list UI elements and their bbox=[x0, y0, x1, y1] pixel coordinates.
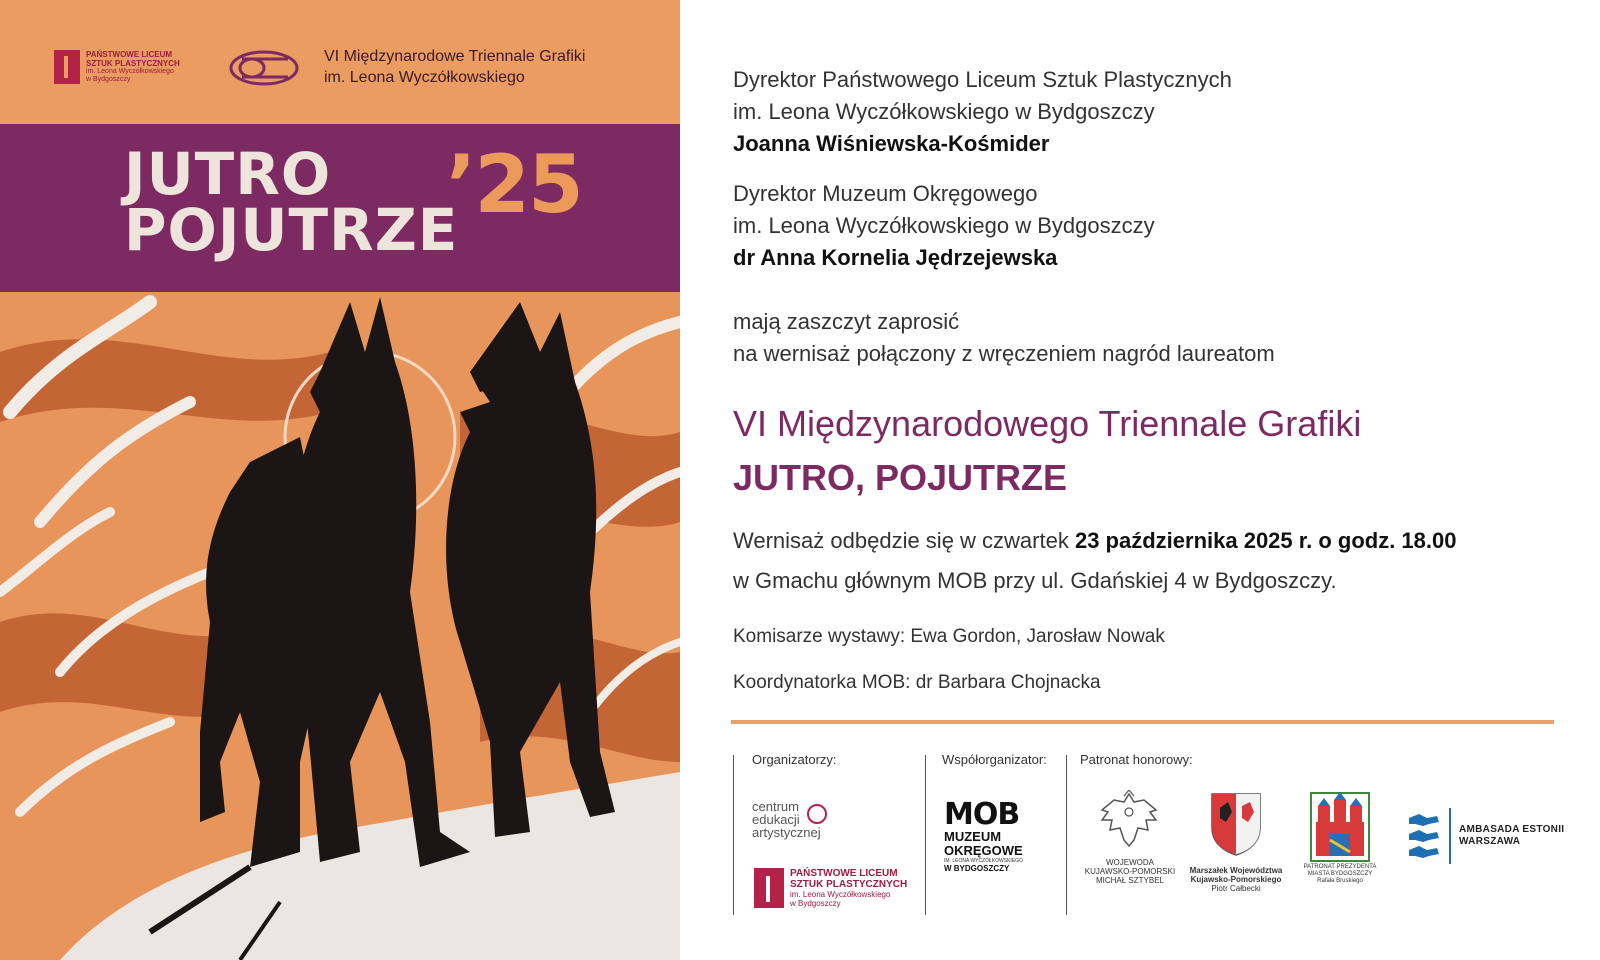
sponsor-divider bbox=[1066, 755, 1067, 915]
director2-line2: im. Leona Wyczółkowskiego w Bydgoszczy bbox=[733, 213, 1155, 238]
opening-when bbox=[733, 528, 1456, 554]
school-logo-line2: SZTUK PLASTYCZNYCH bbox=[86, 59, 180, 68]
estonia-lions-icon bbox=[1407, 812, 1441, 860]
mob-logo-short: MOB bbox=[944, 797, 1020, 832]
invite-line2: na wernisaż połączony z wręczeniem nagród laureatom bbox=[733, 341, 1275, 366]
estonia-divider bbox=[1449, 808, 1451, 864]
coordinator: Koordynatorka MOB: dr Barbara Chojnacka bbox=[733, 672, 1101, 693]
triennale-name: VI Międzynarodowego Triennale Grafiki bbox=[733, 403, 1362, 444]
school-logo-mark bbox=[54, 50, 80, 84]
sponsor-divider bbox=[733, 755, 734, 915]
director2-name: dr Anna Kornelia Jędrzejewska bbox=[733, 245, 1058, 270]
sponsor-divider bbox=[925, 755, 926, 915]
triennale-logo-icon bbox=[228, 48, 304, 88]
school-logo-line1: PAŃSTWOWE LICEUM bbox=[86, 50, 173, 59]
wojewoda-line2: KUJAWSKO-POMORSKI bbox=[1084, 867, 1176, 876]
poster bbox=[0, 0, 680, 960]
organizers-label: Organizatorzy: bbox=[752, 752, 837, 767]
headline-line1: JUTRO bbox=[124, 140, 332, 208]
director2-line1: Dyrektor Muzeum Okręgowego bbox=[733, 181, 1038, 206]
marszalek-line1: Marszałek Województwa bbox=[1189, 866, 1283, 875]
school-logo-mark bbox=[754, 868, 784, 908]
wojewoda-patron bbox=[1080, 858, 1180, 885]
director1-line2: im. Leona Wyczółkowskiego w Bydgoszczy bbox=[733, 99, 1155, 124]
bydgoszcz-crest-icon bbox=[1310, 792, 1370, 862]
three-dogs-artwork-icon bbox=[0, 292, 680, 960]
opening-where: w Gmachu głównym MOB przy ul. Gdańskiej 4 w Bydgoszczy. bbox=[733, 568, 1337, 593]
triennale-title bbox=[324, 46, 585, 88]
marszalek-patron bbox=[1184, 866, 1288, 893]
cea-logo-line2: edukacji bbox=[752, 812, 800, 827]
voivodeship-crest-icon bbox=[1210, 792, 1262, 856]
school-logo-small-line3: im. Leona Wyczółkowskiego bbox=[790, 890, 891, 899]
director1-line1: Dyrektor Państwowego Liceum Sztuk Plastycznych bbox=[733, 67, 1232, 92]
estonia-line1: AMBASADA ESTONII bbox=[1459, 824, 1565, 835]
divider bbox=[731, 720, 1554, 724]
wojewoda-line3: MICHAŁ SZTYBEL bbox=[1095, 876, 1164, 885]
prezydent-line2: MIASTA BYDGOSZCZY bbox=[1307, 871, 1373, 877]
prezydent-line1: PATRONAT PREZYDENTA bbox=[1303, 864, 1377, 870]
estonia-embassy-logo bbox=[1407, 808, 1564, 864]
triennale-title-line2: im. Leona Wyczółkowskiego bbox=[324, 69, 525, 86]
prezydent-patron bbox=[1300, 864, 1380, 885]
cea-logo-line3: artystycznej bbox=[752, 825, 821, 840]
triennale-title-line1: VI Międzynarodowe Triennale Grafiki bbox=[324, 48, 586, 65]
commissioners: Komisarze wystawy: Ewa Gordon, Jarosław Nowak bbox=[733, 626, 1165, 647]
wojewoda-line1: WOJEWODA bbox=[1106, 858, 1154, 867]
estonia-line2: WARSZAWA bbox=[1459, 836, 1521, 847]
mob-logo-line3: IM. LEONA WYCZÓŁKOWSKIEGO bbox=[944, 858, 1023, 864]
headline-year: ’25 bbox=[446, 138, 582, 231]
school-logo bbox=[54, 50, 180, 84]
cea-logo-line1: centrum bbox=[752, 799, 799, 814]
school-logo-line3: im. Leona Wyczółkowskiego bbox=[86, 68, 174, 75]
school-logo-small-line1: PAŃSTWOWE LICEUM bbox=[790, 868, 898, 879]
marszalek-line3: Piotr Całbecki bbox=[1211, 884, 1261, 893]
eagle-emblem-icon bbox=[1098, 790, 1160, 850]
opening-when-prefix: Wernisaż odbędzie się w czwartek bbox=[733, 528, 1075, 553]
cea-logo-icon bbox=[807, 804, 827, 824]
mob-logo bbox=[944, 797, 1023, 873]
mob-logo-line4: W BYDGOSZCZY bbox=[944, 864, 1010, 873]
opening-date: 23 października 2025 r. o godz. 18.00 bbox=[1074, 528, 1457, 553]
exhibition-name: JUTRO, POJUTRZE bbox=[733, 457, 1068, 498]
school-logo-small bbox=[754, 868, 907, 908]
school-logo-small-line4: w Bydgoszczy bbox=[790, 899, 841, 908]
invite-line1: mają zaszczyt zaprosić bbox=[733, 309, 960, 334]
mob-logo-line2: OKRĘGOWE bbox=[944, 843, 1023, 858]
school-logo-line4: w Bydgoszczy bbox=[86, 76, 131, 83]
director1-name: Joanna Wiśniewska-Kośmider bbox=[733, 131, 1050, 156]
patronage-label: Patronat honorowy: bbox=[1080, 752, 1193, 767]
mob-logo-line1: MUZEUM bbox=[944, 829, 1002, 844]
marszalek-line2: Kujawsko-Pomorskiego bbox=[1190, 875, 1282, 884]
coorganizer-label: Współorganizator: bbox=[942, 752, 1047, 767]
headline-line2: POJUTRZE bbox=[124, 196, 459, 264]
prezydent-line3: Rafała Bruskiego bbox=[1317, 878, 1363, 884]
school-logo-small-line2: SZTUK PLASTYCZNYCH bbox=[790, 879, 908, 890]
